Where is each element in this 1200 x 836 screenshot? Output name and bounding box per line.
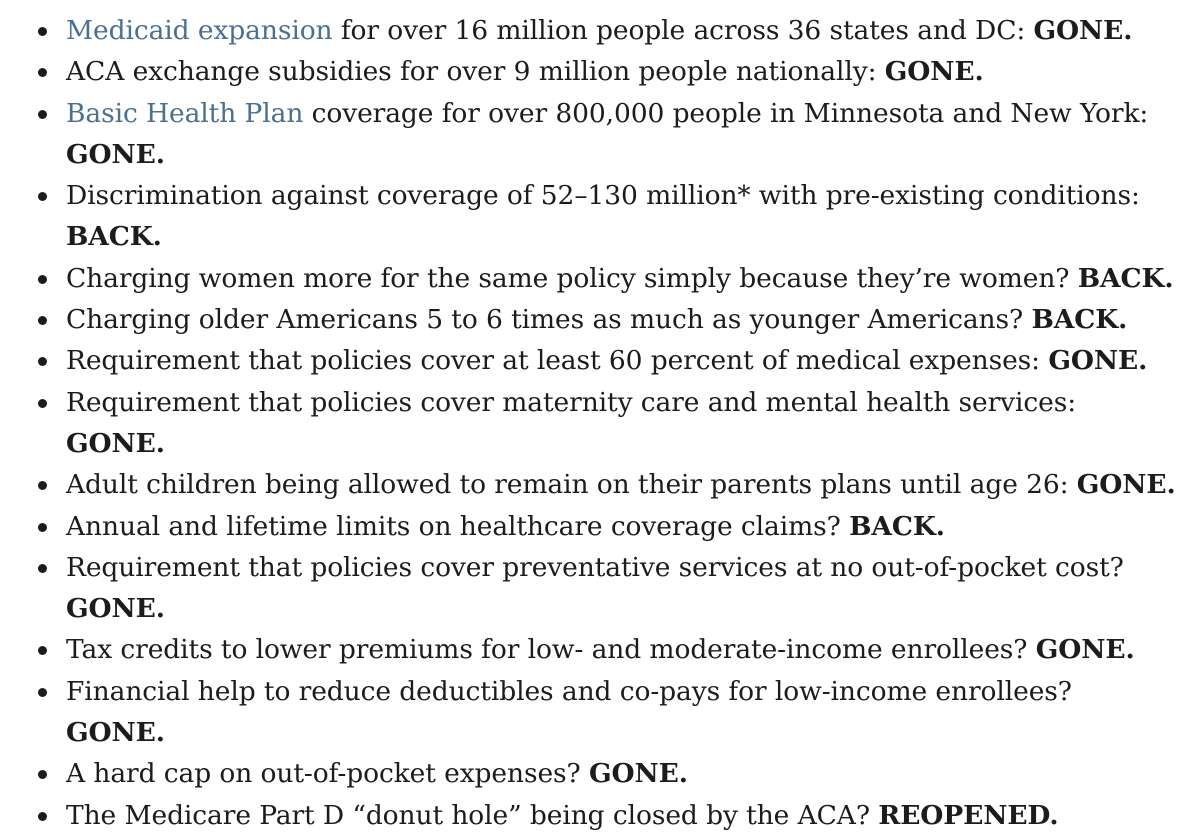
status-label: BACK. [1077,262,1174,294]
item-text: A hard cap on out-of-pocket expenses? [66,758,589,790]
status-label: GONE. [588,758,688,790]
item-text: Requirement that policies cover preventative services at no out-of-pocket cost? [66,551,1124,583]
list-item [0,382,1200,465]
status-label: GONE. [66,717,165,749]
list-item [0,340,1200,381]
list-item [0,51,1200,92]
list-item [0,299,1200,340]
medicaid-expansion-link[interactable]: Medicaid expansion [66,15,333,46]
status-label: GONE. [1035,634,1135,666]
item-text: Discrimination against coverage of 52–130 million* with pre-existing conditions: [66,180,1140,212]
bullet-icon [38,770,47,779]
bullet-icon [38,192,47,201]
list-item [0,795,1200,836]
bullet-icon [38,523,47,532]
status-label: BACK. [849,510,945,542]
basic-health-plan-link[interactable]: Basic Health Plan [66,97,304,129]
list-item [0,258,1200,299]
bullet-icon [38,357,47,366]
item-text: Tax credits to lower premiums for low- and moderate-income enrollees? [66,634,1036,666]
status-label: GONE. [66,593,165,625]
item-text: coverage for over 800,000 people in Minnesota and New York: [303,97,1149,129]
bullet-icon [38,688,47,697]
item-text: Requirement that policies cover maternity care and mental health services: [66,386,1077,418]
status-label: GONE. [66,427,165,459]
list-item [0,464,1200,505]
status-label: GONE. [1048,345,1148,377]
bullet-icon [38,275,47,284]
item-text: Annual and lifetime limits on healthcare coverage claims? [66,510,850,542]
status-label: GONE. [1076,469,1176,501]
status-label: GONE. [66,138,165,170]
item-text: for over 16 million people across 36 states and DC: [332,15,1034,46]
list-item [0,506,1200,547]
bullet-icon [38,481,47,490]
status-label: BACK. [66,221,162,253]
bullet-icon [38,316,47,325]
status-label: REOPENED. [878,799,1059,831]
bullet-icon [38,110,47,119]
list-item [0,547,1200,630]
list-item [0,10,1200,51]
bullet-icon [38,812,47,821]
list-item [0,629,1200,670]
status-label: GONE. [1033,15,1133,46]
list-item [0,753,1200,794]
item-text: The Medicare Part D “donut hole” being closed by the ACA? [66,799,879,831]
item-text: Financial help to reduce deductibles and co-pays for low-income enrollees? [66,675,1072,707]
bullet-icon [38,399,47,408]
bullet-icon [38,564,47,573]
bullet-icon [38,68,47,77]
item-text: Charging older Americans 5 to 6 times as much as younger Americans? [66,304,1032,336]
list-item [0,671,1200,754]
list-item [0,93,1200,176]
status-label: GONE. [884,56,984,88]
item-text: Charging women more for the same policy simply because they’re women? [66,262,1078,294]
status-label: BACK. [1031,304,1128,336]
bullet-icon [38,646,47,655]
bullet-icon [38,27,47,36]
item-text: Adult children being allowed to remain on their parents plans until age 26: [66,469,1077,501]
item-text: Requirement that policies cover at least 60 percent of medical expenses: [66,345,1049,377]
list-item [0,175,1200,258]
item-text: ACA exchange subsidies for over 9 million people nationally: [66,56,885,88]
